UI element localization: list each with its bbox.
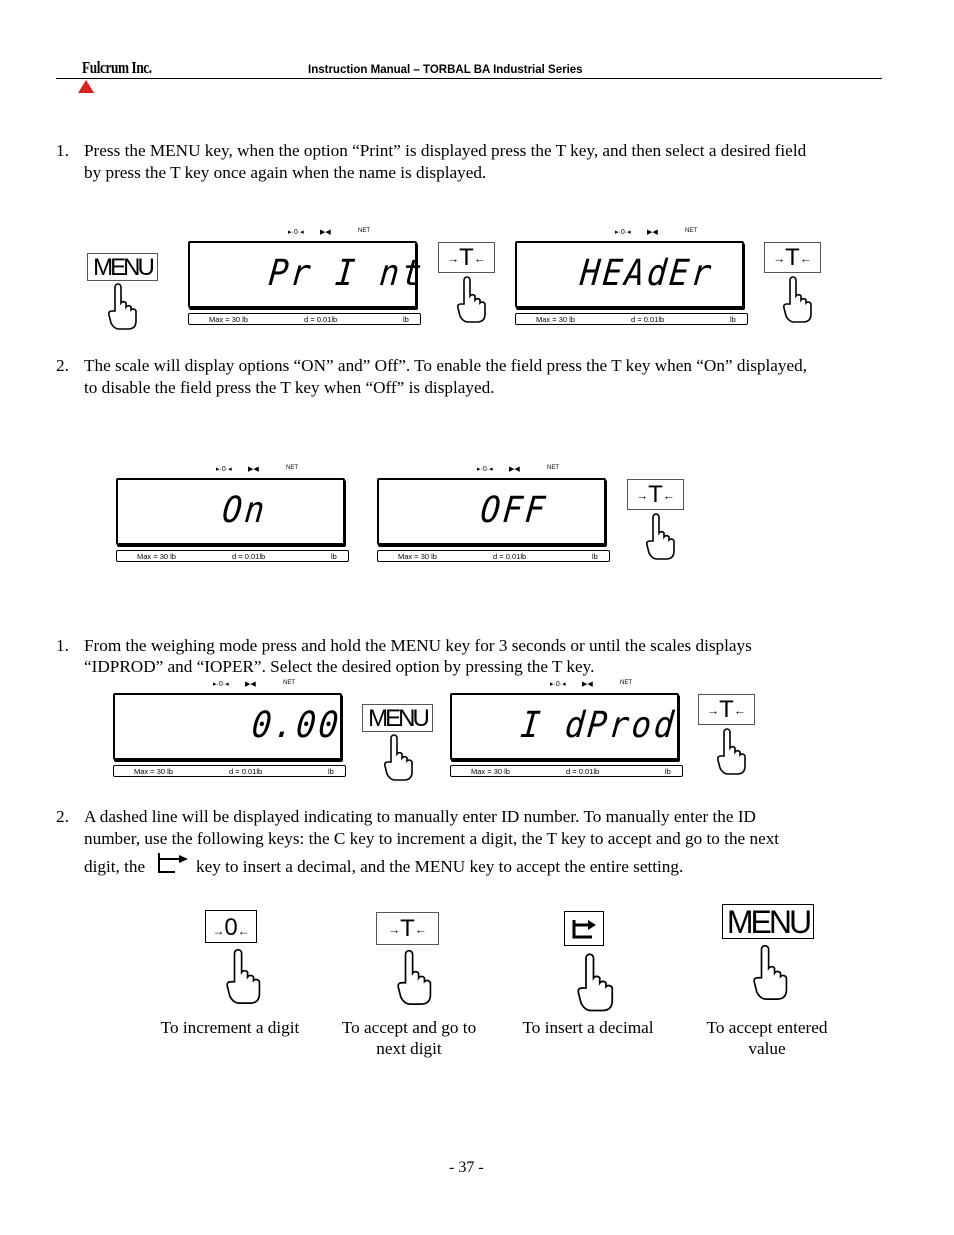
- menu-key: MENU: [362, 704, 433, 732]
- caption-accept-value: value: [748, 1039, 786, 1058]
- company-logo: Fulcrum Inc.: [82, 58, 152, 77]
- step-text: A dashed line will be displayed indicating to manually enter ID number. To manually enter the ID: [84, 807, 756, 826]
- caption-accept-value: To accept entered: [706, 1018, 828, 1037]
- pointing-hand-icon: [383, 734, 415, 782]
- pointing-hand-icon: [645, 513, 677, 561]
- caption-accept-next: To accept and go to: [341, 1018, 477, 1037]
- menu-key: MENU: [722, 904, 814, 939]
- display-readout: HEAdEr: [578, 253, 716, 294]
- header-rule: [56, 78, 882, 79]
- pointing-hand-icon: [576, 950, 616, 1016]
- caption-insert-decimal: To insert a decimal: [522, 1018, 654, 1037]
- enter-key-icon: [157, 851, 193, 875]
- pointing-hand-icon: [225, 946, 263, 1008]
- display-readout: Pr I nt: [266, 253, 427, 294]
- caption-increment: To increment a digit: [160, 1018, 300, 1037]
- t-key: →T←: [376, 912, 439, 945]
- step-number: 1.: [56, 636, 69, 655]
- t-key: →T←: [627, 479, 684, 510]
- step-text: digit, the: [84, 857, 146, 876]
- caption-accept-next: next digit: [376, 1039, 442, 1058]
- pointing-hand-icon: [396, 948, 434, 1008]
- step-text: to disable the field press the T key when “Off” is displayed.: [84, 378, 495, 397]
- step-text: by press the T key once again when the name is displayed.: [84, 163, 487, 182]
- zero-key: →0←: [205, 910, 257, 943]
- decimal-key: [564, 911, 604, 946]
- logo-triangle-icon: [78, 80, 94, 93]
- display-readout: On: [220, 490, 269, 531]
- display-readout: OFF: [478, 490, 550, 531]
- pointing-hand-icon: [752, 942, 790, 1004]
- display-readout: 0.00: [250, 705, 343, 746]
- display-readout: I dProd: [518, 705, 679, 746]
- t-key: →T←: [698, 694, 755, 725]
- pointing-hand-icon: [107, 283, 139, 331]
- step-text: “IDPROD” and “IOPER”. Select the desired option by pressing the T key.: [84, 657, 595, 676]
- step-number: 1.: [56, 141, 69, 160]
- menu-key: MENU: [87, 253, 158, 281]
- enter-key-icon: [566, 912, 602, 944]
- pointing-hand-icon: [456, 276, 488, 324]
- t-key: →T←: [438, 242, 495, 273]
- step-text: number, use the following keys: the C key to increment a digit, the T key to accept and go to the next: [84, 829, 780, 848]
- step-number: 2.: [56, 356, 69, 375]
- step-text: From the weighing mode press and hold the MENU key for 3 seconds or until the scales displays: [84, 636, 752, 655]
- step-text: key to insert a decimal, and the MENU key to accept the entire setting.: [196, 857, 684, 876]
- pointing-hand-icon: [716, 728, 748, 776]
- pointing-hand-icon: [782, 276, 814, 324]
- step-text: The scale will display options “ON” and” Off”. To enable the field press the T key when “On” displayed,: [84, 356, 808, 375]
- t-key: →T←: [764, 242, 821, 273]
- step-number: 2.: [56, 807, 69, 826]
- page-number: - 37 -: [449, 1159, 484, 1176]
- header-title: Instruction Manual – TORBAL BA Industrial Series: [308, 64, 583, 76]
- step-text: Press the MENU key, when the option “Print” is displayed press the T key, and then select a desired field: [84, 141, 807, 160]
